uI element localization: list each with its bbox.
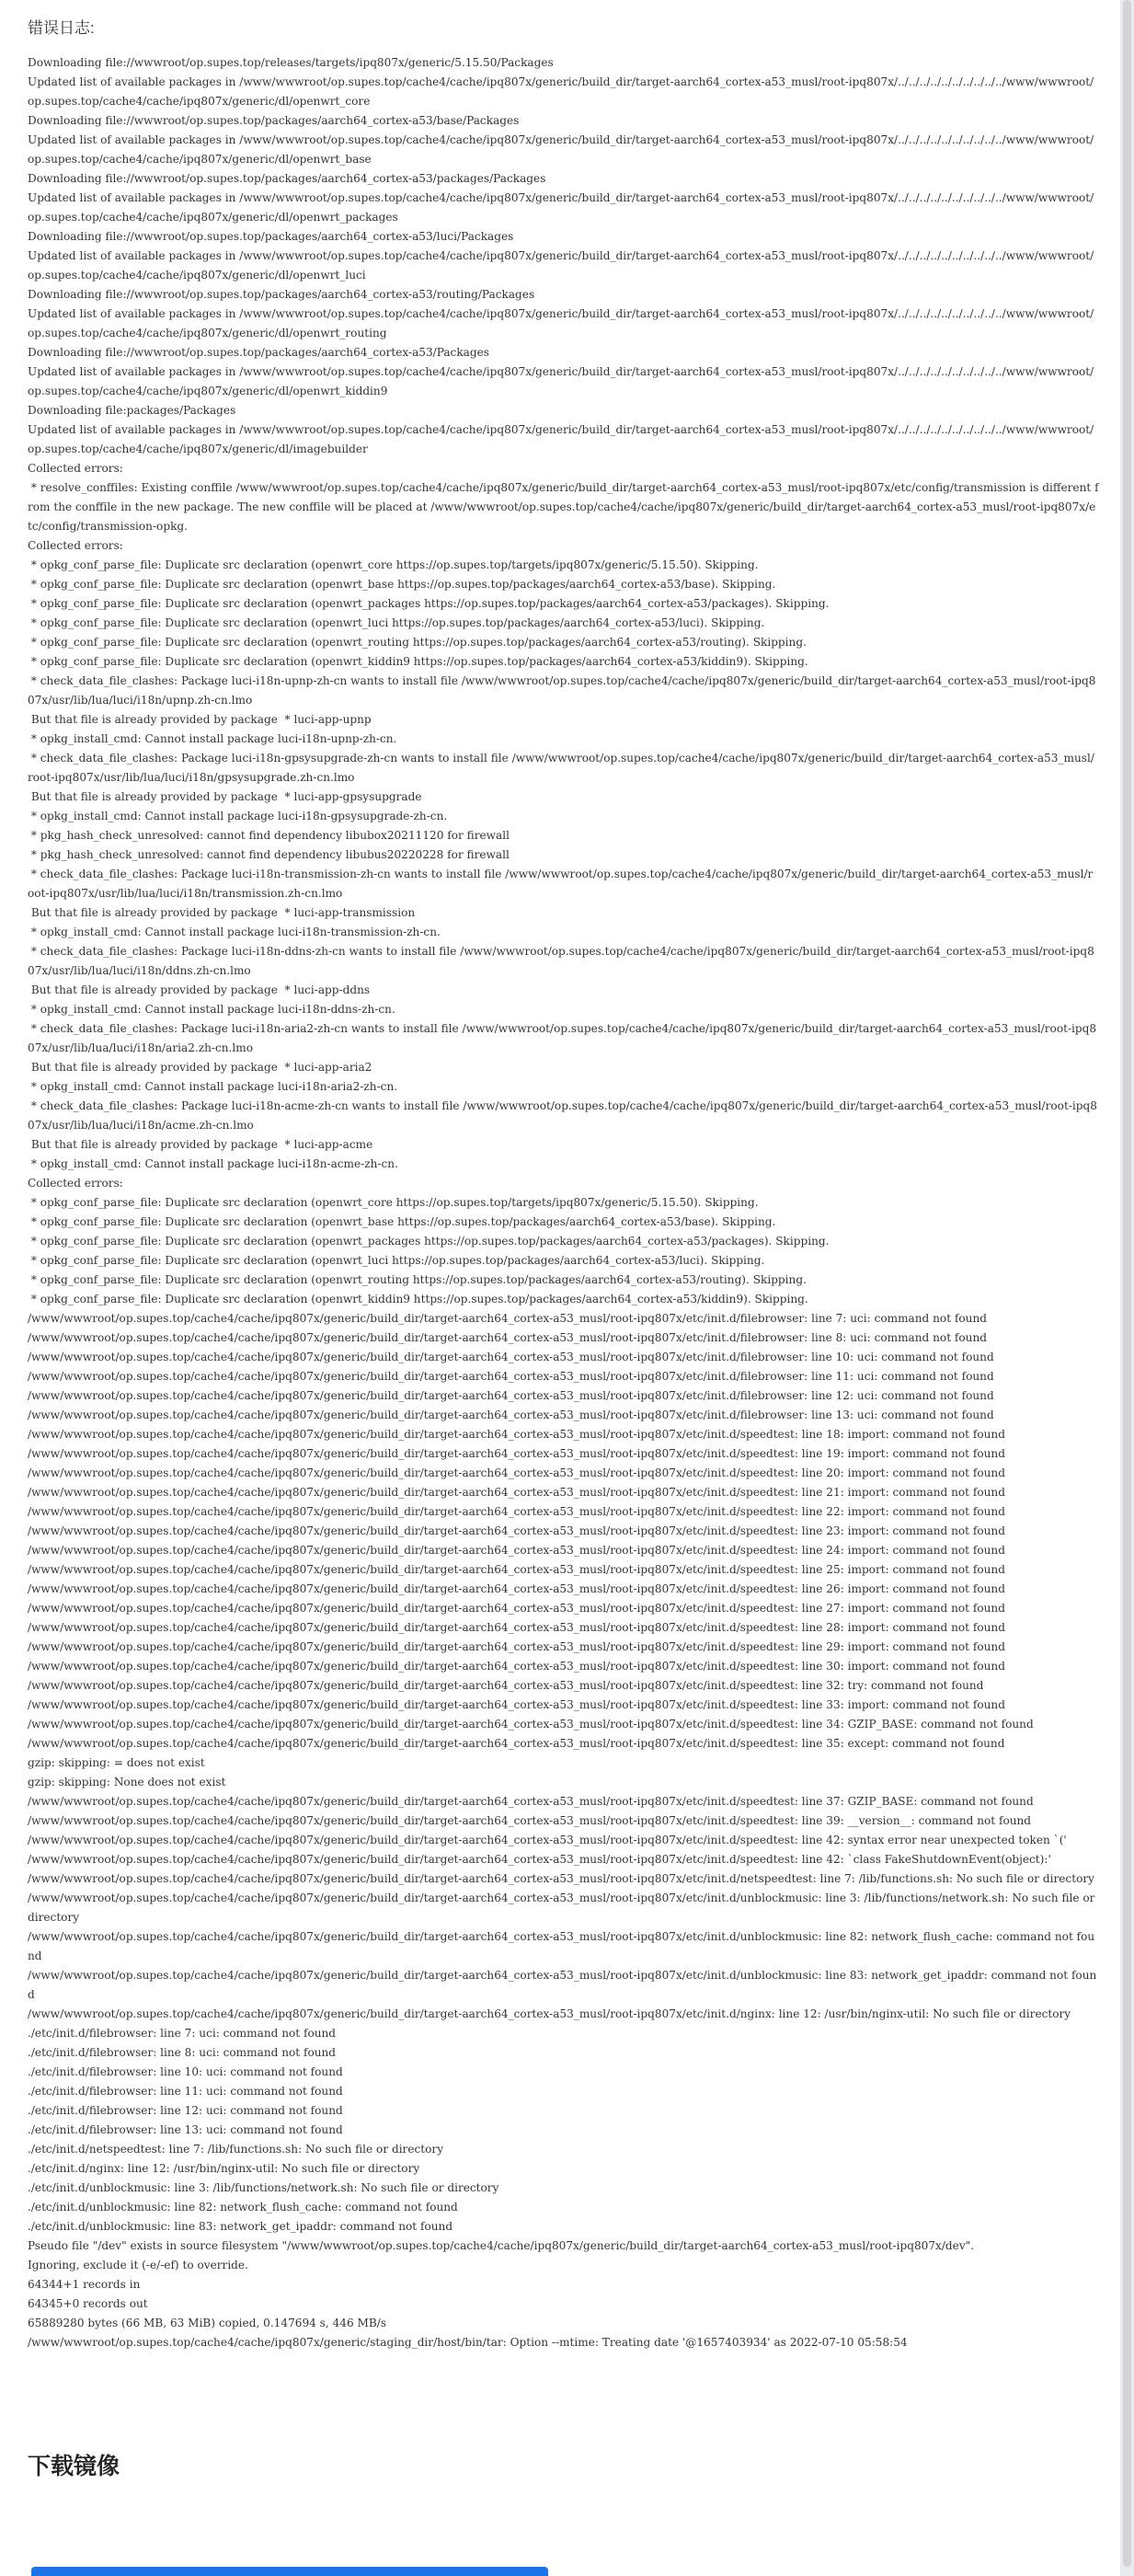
log-line: * opkg_conf_parse_file: Duplicate src declaration (openwrt_luci https://op.supes.top/packages/aarch64_cortex-a53/luci). Skipping. — [28, 1254, 765, 1267]
log-line: * resolve_conffiles: Existing conffile /www/wwwroot/op.supes.top/cache4/cache/ipq807x/generic/build_dir/target-aarch64_cortex-a53_musl/root-ipq807x/etc/config/transmission is different from the conffile in the new package. The new conffile will be placed at /www/wwwroot/op.supes.top/cache4/cache/ipq807x/generic/build_dir/target-aarch64_cortex-a53_musl/root-ipq807x/etc/config/transmission-opkg. — [28, 481, 1099, 533]
download-image-title: 下载镜像 — [28, 2454, 120, 2479]
log-line: /www/wwwroot/op.supes.top/cache4/cache/ipq807x/generic/staging_dir/host/bin/tar: Option --mtime: Treating date '@1657403934' as 2022-07-10 05:58:54 — [28, 2336, 908, 2349]
log-line: ./etc/init.d/filebrowser: line 8: uci: command not found — [28, 2046, 337, 2059]
log-line: Updated list of available packages in /www/wwwroot/op.supes.top/cache4/cache/ipq807x/generic/build_dir/target-aarch64_cortex-a53_musl/root-ipq807x/../../../../../../../../../../www/wwwroot/op.supes.top/cache4/cache/ipq807x/generic/dl/openwrt_core — [28, 75, 1094, 108]
log-line: Downloading file://wwwroot/op.supes.top/packages/aarch64_cortex-a53/Packages — [28, 346, 489, 359]
log-line: ./etc/init.d/unblockmusic: line 83: network_get_ipaddr: command not found — [28, 2220, 453, 2233]
log-line: /www/wwwroot/op.supes.top/cache4/cache/ipq807x/generic/build_dir/target-aarch64_cortex-a53_musl/root-ipq807x/etc/init.d/speedtest: line 42: syntax error near unexpected token `(' — [28, 1834, 1067, 1846]
log-line: Updated list of available packages in /www/wwwroot/op.supes.top/cache4/cache/ipq807x/generic/build_dir/target-aarch64_cortex-a53_musl/root-ipq807x/../../../../../../../../../../www/wwwroot/op.supes.top/cache4/cache/ipq807x/generic/dl/imagebuilder — [28, 423, 1094, 455]
log-line: /www/wwwroot/op.supes.top/cache4/cache/ipq807x/generic/build_dir/target-aarch64_cortex-a53_musl/root-ipq807x/etc/init.d/filebrowser: line 10: uci: command not found — [28, 1351, 994, 1363]
log-line: ./etc/init.d/filebrowser: line 10: uci: command not found — [28, 2065, 343, 2078]
log-line: * opkg_conf_parse_file: Duplicate src declaration (openwrt_packages https://op.supes.top/packages/aarch64_cortex-a53/packages). Skipping. — [28, 1235, 830, 1248]
log-line: /www/wwwroot/op.supes.top/cache4/cache/ipq807x/generic/build_dir/target-aarch64_cortex-a53_musl/root-ipq807x/etc/init.d/speedtest: line 26: import: command not found — [28, 1582, 1005, 1595]
log-line: * pkg_hash_check_unresolved: cannot find dependency libubox20211120 for firewall — [28, 829, 510, 842]
log-line: /www/wwwroot/op.supes.top/cache4/cache/ipq807x/generic/build_dir/target-aarch64_cortex-a53_musl/root-ipq807x/etc/init.d/filebrowser: line 7: uci: command not found — [28, 1312, 987, 1325]
log-line: /www/wwwroot/op.supes.top/cache4/cache/ipq807x/generic/build_dir/target-aarch64_cortex-a53_musl/root-ipq807x/etc/init.d/speedtest: line 30: import: command not found — [28, 1660, 1005, 1673]
log-line: 64344+1 records in — [28, 2278, 141, 2291]
log-line: ./etc/init.d/unblockmusic: line 82: network_flush_cache: command not found — [28, 2201, 458, 2214]
log-line: /www/wwwroot/op.supes.top/cache4/cache/ipq807x/generic/build_dir/target-aarch64_cortex-a53_musl/root-ipq807x/etc/init.d/filebrowser: line 12: uci: command not found — [28, 1389, 994, 1402]
log-line: /www/wwwroot/op.supes.top/cache4/cache/ipq807x/generic/build_dir/target-aarch64_cortex-a53_musl/root-ipq807x/etc/init.d/speedtest: line 39: __version__: command not found — [28, 1814, 1032, 1827]
log-line: /www/wwwroot/op.supes.top/cache4/cache/ipq807x/generic/build_dir/target-aarch64_cortex-a53_musl/root-ipq807x/etc/init.d/speedtest: line 20: import: command not found — [28, 1466, 1005, 1479]
log-line: ./etc/init.d/filebrowser: line 13: uci: command not found — [28, 2123, 343, 2136]
log-line: * check_data_file_clashes: Package luci-i18n-upnp-zh-cn wants to install file /www/wwwroot/op.supes.top/cache4/cache/ipq807x/generic/build_dir/target-aarch64_cortex-a53_musl/root-ipq807x/usr/lib/lua/luci/i18n/upnp.zh-cn.lmo — [28, 674, 1096, 707]
log-line: 65889280 bytes (66 MB, 63 MiB) copied, 0.147694 s, 446 MB/s — [28, 2317, 387, 2329]
log-line: /www/wwwroot/op.supes.top/cache4/cache/ipq807x/generic/build_dir/target-aarch64_cortex-a53_musl/root-ipq807x/etc/init.d/speedtest: line 29: import: command not found — [28, 1640, 1005, 1653]
log-line: Collected errors: — [28, 462, 123, 475]
log-line: Pseudo file "/dev" exists in source filesystem "/www/wwwroot/op.supes.top/cache4/cache/ipq807x/generic/build_dir/target-aarch64_cortex-a53_musl/root-ipq807x/dev". — [28, 2239, 975, 2252]
log-line: /www/wwwroot/op.supes.top/cache4/cache/ipq807x/generic/build_dir/target-aarch64_cortex-a53_musl/root-ipq807x/etc/init.d/speedtest: line 42: `class FakeShutdownEvent(object):' — [28, 1853, 1051, 1866]
log-line: /www/wwwroot/op.supes.top/cache4/cache/ipq807x/generic/build_dir/target-aarch64_cortex-a53_musl/root-ipq807x/etc/init.d/speedtest: line 22: import: command not found — [28, 1505, 1005, 1518]
log-line: * check_data_file_clashes: Package luci-i18n-gpsysupgrade-zh-cn wants to install file /www/wwwroot/op.supes.top/cache4/cache/ipq807x/generic/build_dir/target-aarch64_cortex-a53_musl/root-ipq807x/usr/lib/lua/luci/i18n/gpsysupgrade.zh-cn.lmo — [28, 752, 1094, 784]
log-line: Downloading file://wwwroot/op.supes.top/packages/aarch64_cortex-a53/routing/Packages — [28, 288, 535, 301]
log-line: * pkg_hash_check_unresolved: cannot find dependency libubus20220228 for firewall — [28, 848, 510, 861]
log-line: Updated list of available packages in /www/wwwroot/op.supes.top/cache4/cache/ipq807x/generic/build_dir/target-aarch64_cortex-a53_musl/root-ipq807x/../../../../../../../../../../www/wwwroot/op.supes.top/cache4/cache/ipq807x/generic/dl/openwrt_routing — [28, 307, 1094, 339]
log-line: * opkg_install_cmd: Cannot install package luci-i18n-acme-zh-cn. — [28, 1157, 398, 1170]
log-line: /www/wwwroot/op.supes.top/cache4/cache/ipq807x/generic/build_dir/target-aarch64_cortex-a53_musl/root-ipq807x/etc/init.d/speedtest: line 32: try: command not found — [28, 1679, 984, 1692]
log-line: Collected errors: — [28, 1177, 123, 1190]
log-line: But that file is already provided by package * luci-app-gpsysupgrade — [28, 790, 422, 803]
log-line: /www/wwwroot/op.supes.top/cache4/cache/ipq807x/generic/build_dir/target-aarch64_cortex-a53_musl/root-ipq807x/etc/init.d/speedtest: line 18: import: command not found — [28, 1428, 1005, 1441]
log-line: Downloading file://wwwroot/op.supes.top/releases/targets/ipq807x/generic/5.15.50/Packages — [28, 56, 554, 69]
log-line: Updated list of available packages in /www/wwwroot/op.supes.top/cache4/cache/ipq807x/generic/build_dir/target-aarch64_cortex-a53_musl/root-ipq807x/../../../../../../../../../../www/wwwroot/op.supes.top/cache4/cache/ipq807x/generic/dl/openwrt_luci — [28, 249, 1094, 282]
log-line: * opkg_conf_parse_file: Duplicate src declaration (openwrt_kiddin9 https://op.supes.top/packages/aarch64_cortex-a53/kiddin9). Skipping. — [28, 1293, 808, 1305]
log-line: * opkg_conf_parse_file: Duplicate src declaration (openwrt_luci https://op.supes.top/packages/aarch64_cortex-a53/luci). Skipping. — [28, 616, 765, 629]
log-line: * opkg_install_cmd: Cannot install package luci-i18n-aria2-zh-cn. — [28, 1080, 398, 1093]
error-log-label: 错误日志: — [28, 19, 95, 37]
log-line: /www/wwwroot/op.supes.top/cache4/cache/ipq807x/generic/build_dir/target-aarch64_cortex-a53_musl/root-ipq807x/etc/init.d/filebrowser: line 11: uci: command not found — [28, 1370, 994, 1383]
log-line: /www/wwwroot/op.supes.top/cache4/cache/ipq807x/generic/build_dir/target-aarch64_cortex-a53_musl/root-ipq807x/etc/init.d/unblockmusic: line 83: network_get_ipaddr: command not found — [28, 1969, 1097, 2001]
log-line: ./etc/init.d/filebrowser: line 12: uci: command not found — [28, 2104, 343, 2117]
log-line: Updated list of available packages in /www/wwwroot/op.supes.top/cache4/cache/ipq807x/generic/build_dir/target-aarch64_cortex-a53_musl/root-ipq807x/../../../../../../../../../../www/wwwroot/op.supes.top/cache4/cache/ipq807x/generic/dl/openwrt_kiddin9 — [28, 365, 1094, 397]
log-line: * opkg_conf_parse_file: Duplicate src declaration (openwrt_packages https://op.supes.top/packages/aarch64_cortex-a53/packages). Skipping. — [28, 597, 830, 610]
log-line: 64345+0 records out — [28, 2297, 148, 2310]
log-line: * check_data_file_clashes: Package luci-i18n-acme-zh-cn wants to install file /www/wwwroot/op.supes.top/cache4/cache/ipq807x/generic/build_dir/target-aarch64_cortex-a53_musl/root-ipq807x/usr/lib/lua/luci/i18n/acme.zh-cn.lmo — [28, 1099, 1097, 1132]
log-line: But that file is already provided by package * luci-app-transmission — [28, 906, 416, 919]
log-line: Ignoring, exclude it (-e/-ef) to override. — [28, 2259, 248, 2271]
log-line: Downloading file:packages/Packages — [28, 404, 236, 417]
log-line: gzip: skipping: None does not exist — [28, 1776, 226, 1788]
log-line: * opkg_conf_parse_file: Duplicate src declaration (openwrt_core https://op.supes.top/targets/ipq807x/generic/5.15.50). Skipping. — [28, 1196, 759, 1209]
log-line: /www/wwwroot/op.supes.top/cache4/cache/ipq807x/generic/build_dir/target-aarch64_cortex-a53_musl/root-ipq807x/etc/init.d/speedtest: line 34: GZIP_BASE: command not found — [28, 1718, 1034, 1731]
log-line: ./etc/init.d/unblockmusic: line 3: /lib/functions/network.sh: No such file or directory — [28, 2181, 499, 2194]
log-line: /www/wwwroot/op.supes.top/cache4/cache/ipq807x/generic/build_dir/target-aarch64_cortex-a53_musl/root-ipq807x/etc/init.d/filebrowser: line 13: uci: command not found — [28, 1409, 994, 1421]
log-line: /www/wwwroot/op.supes.top/cache4/cache/ipq807x/generic/build_dir/target-aarch64_cortex-a53_musl/root-ipq807x/etc/init.d/netspeedtest: line 7: /lib/functions.sh: No such file or directory — [28, 1872, 1094, 1885]
log-line: But that file is already provided by package * luci-app-acme — [28, 1138, 373, 1151]
log-line: * opkg_install_cmd: Cannot install package luci-i18n-gpsysupgrade-zh-cn. — [28, 810, 448, 822]
log-line: * check_data_file_clashes: Package luci-i18n-ddns-zh-cn wants to install file /www/wwwroot/op.supes.top/cache4/cache/ipq807x/generic/build_dir/target-aarch64_cortex-a53_musl/root-ipq807x/usr/lib/lua/luci/i18n/ddns.zh-cn.lmo — [28, 945, 1094, 977]
log-line: * opkg_conf_parse_file: Duplicate src declaration (openwrt_base https://op.supes.top/packages/aarch64_cortex-a53/base). Skipping. — [28, 1215, 776, 1228]
log-line: /www/wwwroot/op.supes.top/cache4/cache/ipq807x/generic/build_dir/target-aarch64_cortex-a53_musl/root-ipq807x/etc/init.d/speedtest: line 37: GZIP_BASE: command not found — [28, 1795, 1034, 1808]
log-line: * opkg_install_cmd: Cannot install package luci-i18n-transmission-zh-cn. — [28, 926, 441, 938]
log-line: * opkg_conf_parse_file: Duplicate src declaration (openwrt_base https://op.supes.top/packages/aarch64_cortex-a53/base). Skipping. — [28, 578, 776, 591]
log-line: * opkg_install_cmd: Cannot install package luci-i18n-ddns-zh-cn. — [28, 1003, 395, 1016]
log-line: * opkg_conf_parse_file: Duplicate src declaration (openwrt_kiddin9 https://op.supes.top/packages/aarch64_cortex-a53/kiddin9). Skipping. — [28, 655, 808, 668]
error-log-output — [28, 53, 1099, 2352]
log-line: /www/wwwroot/op.supes.top/cache4/cache/ipq807x/generic/build_dir/target-aarch64_cortex-a53_musl/root-ipq807x/etc/init.d/nginx: line 12: /usr/bin/nginx-util: No such file or directory — [28, 2007, 1071, 2020]
log-line: ./etc/init.d/nginx: line 12: /usr/bin/nginx-util: No such file or directory — [28, 2162, 420, 2175]
log-line: /www/wwwroot/op.supes.top/cache4/cache/ipq807x/generic/build_dir/target-aarch64_cortex-a53_musl/root-ipq807x/etc/init.d/speedtest: line 33: import: command not found — [28, 1698, 1005, 1711]
log-line: /www/wwwroot/op.supes.top/cache4/cache/ipq807x/generic/build_dir/target-aarch64_cortex-a53_musl/root-ipq807x/etc/init.d/speedtest: line 25: import: command not found — [28, 1563, 1005, 1576]
download-image-button[interactable] — [31, 2567, 548, 2576]
log-line: ./etc/init.d/netspeedtest: line 7: /lib/functions.sh: No such file or directory — [28, 2143, 444, 2156]
log-line: * opkg_install_cmd: Cannot install package luci-i18n-upnp-zh-cn. — [28, 732, 397, 745]
log-line: /www/wwwroot/op.supes.top/cache4/cache/ipq807x/generic/build_dir/target-aarch64_cortex-a53_musl/root-ipq807x/etc/init.d/filebrowser: line 8: uci: command not found — [28, 1331, 987, 1344]
log-line: Downloading file://wwwroot/op.supes.top/packages/aarch64_cortex-a53/luci/Packages — [28, 230, 514, 243]
log-line: Downloading file://wwwroot/op.supes.top/packages/aarch64_cortex-a53/base/Packages — [28, 114, 520, 127]
log-line: ./etc/init.d/filebrowser: line 7: uci: command not found — [28, 2027, 337, 2040]
log-line: But that file is already provided by package * luci-app-ddns — [28, 983, 371, 996]
log-line: * check_data_file_clashes: Package luci-i18n-transmission-zh-cn wants to install file /www/wwwroot/op.supes.top/cache4/cache/ipq807x/generic/build_dir/target-aarch64_cortex-a53_musl/root-ipq807x/usr/lib/lua/luci/i18n/transmission.zh-cn.lmo — [28, 868, 1094, 900]
log-line: /www/wwwroot/op.supes.top/cache4/cache/ipq807x/generic/build_dir/target-aarch64_cortex-a53_musl/root-ipq807x/etc/init.d/unblockmusic: line 3: /lib/functions/network.sh: No such file or directory — [28, 1892, 1099, 1924]
log-line: /www/wwwroot/op.supes.top/cache4/cache/ipq807x/generic/build_dir/target-aarch64_cortex-a53_musl/root-ipq807x/etc/init.d/speedtest: line 35: except: command not found — [28, 1737, 1005, 1750]
log-line: /www/wwwroot/op.supes.top/cache4/cache/ipq807x/generic/build_dir/target-aarch64_cortex-a53_musl/root-ipq807x/etc/init.d/speedtest: line 28: import: command not found — [28, 1621, 1005, 1634]
log-line: * opkg_conf_parse_file: Duplicate src declaration (openwrt_core https://op.supes.top/targets/ipq807x/generic/5.15.50). Skipping. — [28, 558, 759, 571]
log-line: But that file is already provided by package * luci-app-upnp — [28, 713, 372, 726]
log-line: * opkg_conf_parse_file: Duplicate src declaration (openwrt_routing https://op.supes.top/packages/aarch64_cortex-a53/routing). Skipping. — [28, 636, 807, 649]
log-line: Downloading file://wwwroot/op.supes.top/packages/aarch64_cortex-a53/packages/Packages — [28, 172, 546, 185]
log-line: Updated list of available packages in /www/wwwroot/op.supes.top/cache4/cache/ipq807x/generic/build_dir/target-aarch64_cortex-a53_musl/root-ipq807x/../../../../../../../../../../www/wwwroot/op.supes.top/cache4/cache/ipq807x/generic/dl/openwrt_packages — [28, 191, 1094, 224]
scrollbar-thumb[interactable] — [1123, 0, 1131, 2567]
log-line: * check_data_file_clashes: Package luci-i18n-aria2-zh-cn wants to install file /www/wwwroot/op.supes.top/cache4/cache/ipq807x/generic/build_dir/target-aarch64_cortex-a53_musl/root-ipq807x/usr/lib/lua/luci/i18n/aria2.zh-cn.lmo — [28, 1022, 1097, 1054]
log-line: /www/wwwroot/op.supes.top/cache4/cache/ipq807x/generic/build_dir/target-aarch64_cortex-a53_musl/root-ipq807x/etc/init.d/speedtest: line 23: import: command not found — [28, 1524, 1005, 1537]
log-line: gzip: skipping: = does not exist — [28, 1756, 205, 1769]
log-line: Updated list of available packages in /www/wwwroot/op.supes.top/cache4/cache/ipq807x/generic/build_dir/target-aarch64_cortex-a53_musl/root-ipq807x/../../../../../../../../../../www/wwwroot/op.supes.top/cache4/cache/ipq807x/generic/dl/openwrt_base — [28, 133, 1094, 166]
log-line: /www/wwwroot/op.supes.top/cache4/cache/ipq807x/generic/build_dir/target-aarch64_cortex-a53_musl/root-ipq807x/etc/init.d/speedtest: line 19: import: command not found — [28, 1447, 1005, 1460]
log-line: /www/wwwroot/op.supes.top/cache4/cache/ipq807x/generic/build_dir/target-aarch64_cortex-a53_musl/root-ipq807x/etc/init.d/speedtest: line 21: import: command not found — [28, 1486, 1005, 1499]
log-line: /www/wwwroot/op.supes.top/cache4/cache/ipq807x/generic/build_dir/target-aarch64_cortex-a53_musl/root-ipq807x/etc/init.d/speedtest: line 27: import: command not found — [28, 1602, 1005, 1615]
page-scrollbar[interactable] — [1120, 0, 1134, 2576]
log-line: Collected errors: — [28, 539, 123, 552]
log-line: /www/wwwroot/op.supes.top/cache4/cache/ipq807x/generic/build_dir/target-aarch64_cortex-a53_musl/root-ipq807x/etc/init.d/speedtest: line 24: import: command not found — [28, 1544, 1005, 1557]
log-line: But that file is already provided by package * luci-app-aria2 — [28, 1061, 372, 1074]
log-line: * opkg_conf_parse_file: Duplicate src declaration (openwrt_routing https://op.supes.top/packages/aarch64_cortex-a53/routing). Skipping. — [28, 1273, 807, 1286]
log-line: ./etc/init.d/filebrowser: line 11: uci: command not found — [28, 2085, 343, 2098]
log-line: /www/wwwroot/op.supes.top/cache4/cache/ipq807x/generic/build_dir/target-aarch64_cortex-a53_musl/root-ipq807x/etc/init.d/unblockmusic: line 82: network_flush_cache: command not found — [28, 1930, 1095, 1962]
